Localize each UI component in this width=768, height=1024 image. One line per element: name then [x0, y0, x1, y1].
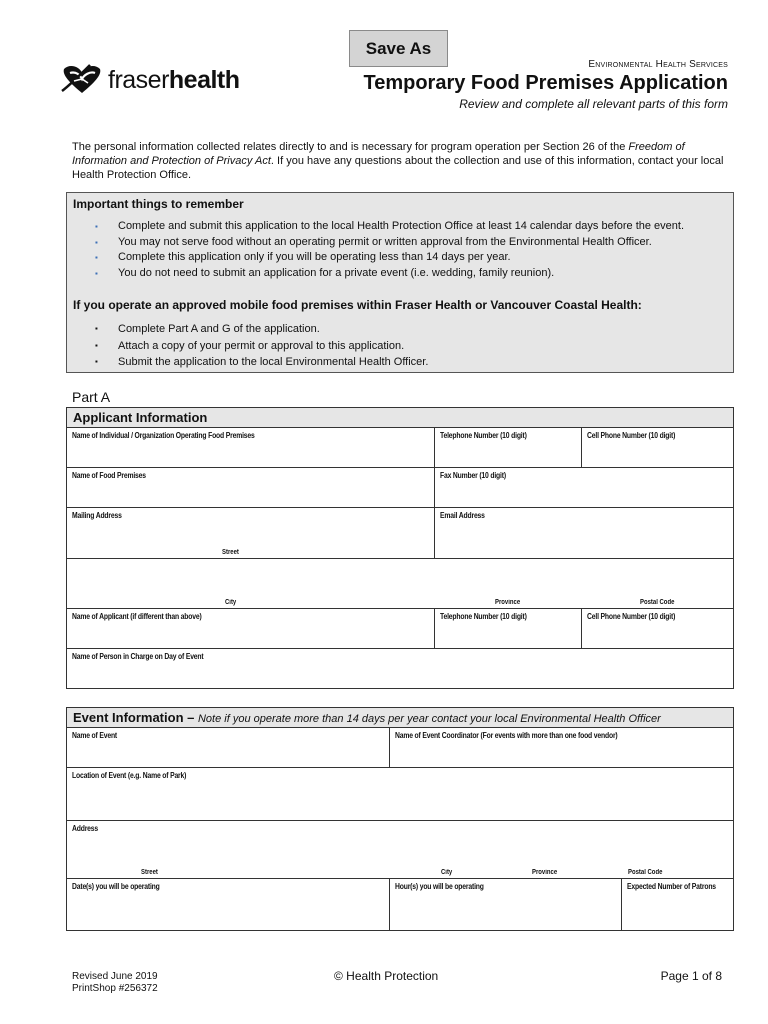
operating-dates-field[interactable]: Date(s) you will be operating	[67, 879, 390, 930]
footer-copyright: © Health Protection	[334, 969, 439, 983]
street-sublabel: Street	[222, 549, 239, 556]
cell-phone-field[interactable]: Cell Phone Number (10 digit)	[582, 428, 733, 468]
expected-patrons-field[interactable]: Expected Number of Patrons	[627, 882, 716, 891]
notice-list	[95, 219, 684, 282]
event-address-field[interactable]: Address Street City Province Postal Code	[67, 821, 733, 879]
mailing-address-city-row[interactable]	[67, 559, 733, 609]
food-premises-name-field[interactable]: Name of Food Premises	[67, 468, 435, 508]
save-as-button[interactable]: Save As	[349, 30, 448, 67]
mobile-item: ▪ Complete Part A and G of the application.	[95, 321, 428, 338]
department-label: Environmental Health Services	[588, 59, 728, 70]
mobile-premises-heading: If you operate an approved mobile food premises within Fraser Health or Vancouver Coastal Health:	[73, 298, 642, 312]
telephone-field[interactable]: Telephone Number (10 digit)	[435, 428, 582, 468]
event-information-note: Note if you operate more than 14 days per year contact your local Environmental Health Officer	[197, 713, 661, 725]
mobile-premises-list	[95, 321, 428, 371]
event-information-heading: Event Information – Note if you operate more than 14 days per year contact your local Environmental Health Officer	[67, 708, 733, 728]
privacy-act-name: Freedom of Information and Protection of Privacy Act	[72, 141, 685, 167]
notice-item: ▪ Complete this application only if you will be operating less than 14 days per year.	[95, 250, 684, 266]
event-name-field[interactable]: Name of Event	[67, 728, 390, 768]
mobile-item: ▪ Submit the application to the local Environmental Health Officer.	[95, 354, 428, 371]
fax-field[interactable]: Fax Number (10 digit)	[435, 468, 733, 508]
logo-wordmark: fraserhealth	[108, 65, 240, 94]
province-sublabel: Province	[495, 599, 521, 606]
applicant-name-field[interactable]: Name of Applicant (if different than above)	[67, 609, 435, 649]
notice-heading: Important things to remember	[73, 197, 244, 211]
notice-item: ▪ You do not need to submit an application for a private event (i.e. wedding, family reunion).	[95, 266, 684, 282]
email-field[interactable]: Email Address	[435, 508, 733, 559]
notice-item: ▪ You may not serve food without an operating permit or written approval from the Environmental Health Officer.	[95, 235, 684, 251]
mailing-address-street-field[interactable]: Mailing Address Street	[67, 508, 435, 559]
city-sublabel: City	[225, 599, 237, 606]
applicant-information-heading: Applicant Information	[67, 408, 733, 428]
fraserhealth-logo-icon	[60, 61, 104, 99]
postal-code-sublabel: Postal Code	[628, 869, 663, 876]
operating-hours-field[interactable]: Hour(s) you will be operating	[390, 879, 622, 930]
postal-code-sublabel: Postal Code	[640, 599, 675, 606]
name-organization-field[interactable]: Name of Individual / Organization Operating Food Premises	[67, 428, 435, 468]
applicant-information-table	[66, 407, 734, 689]
event-coordinator-field[interactable]: Name of Event Coordinator (For events with more than one food vendor)	[390, 728, 733, 768]
person-in-charge-field[interactable]: Name of Person in Charge on Day of Event	[72, 652, 204, 661]
revised-date: Revised June 2019	[72, 971, 158, 982]
mobile-item: ▪ Attach a copy of your permit or approval to this application.	[95, 338, 428, 355]
privacy-statement: The personal information collected relates directly to and is necessary for program operation per Section 26 of the Freedom of Information and Protection of Privacy Act. If you have any questions about the collection and use of this information, contact your local Health Protection Office.	[72, 141, 724, 181]
street-sublabel: Street	[141, 869, 158, 876]
document-subtitle: Review and complete all relevant parts of this form	[459, 97, 728, 111]
notice-item: ▪ Complete and submit this application to the local Health Protection Office at least 14 calendar days before the event.	[95, 219, 684, 235]
part-a-heading: Part A	[72, 389, 111, 405]
footer-revision-info	[72, 971, 158, 995]
document-title: Temporary Food Premises Application	[363, 72, 728, 94]
event-information-table	[66, 707, 734, 931]
fraserhealth-logo	[60, 60, 240, 100]
important-notice-box	[66, 192, 734, 373]
printshop-number: PrintShop #256372	[72, 983, 158, 994]
page-number: Page 1 of 8	[660, 969, 722, 983]
applicant-telephone-field[interactable]: Telephone Number (10 digit)	[435, 609, 582, 649]
province-sublabel: Province	[532, 869, 558, 876]
applicant-cell-phone-field[interactable]: Cell Phone Number (10 digit)	[582, 609, 733, 649]
city-sublabel: City	[441, 869, 453, 876]
event-location-field[interactable]: Location of Event (e.g. Name of Park)	[67, 768, 733, 821]
